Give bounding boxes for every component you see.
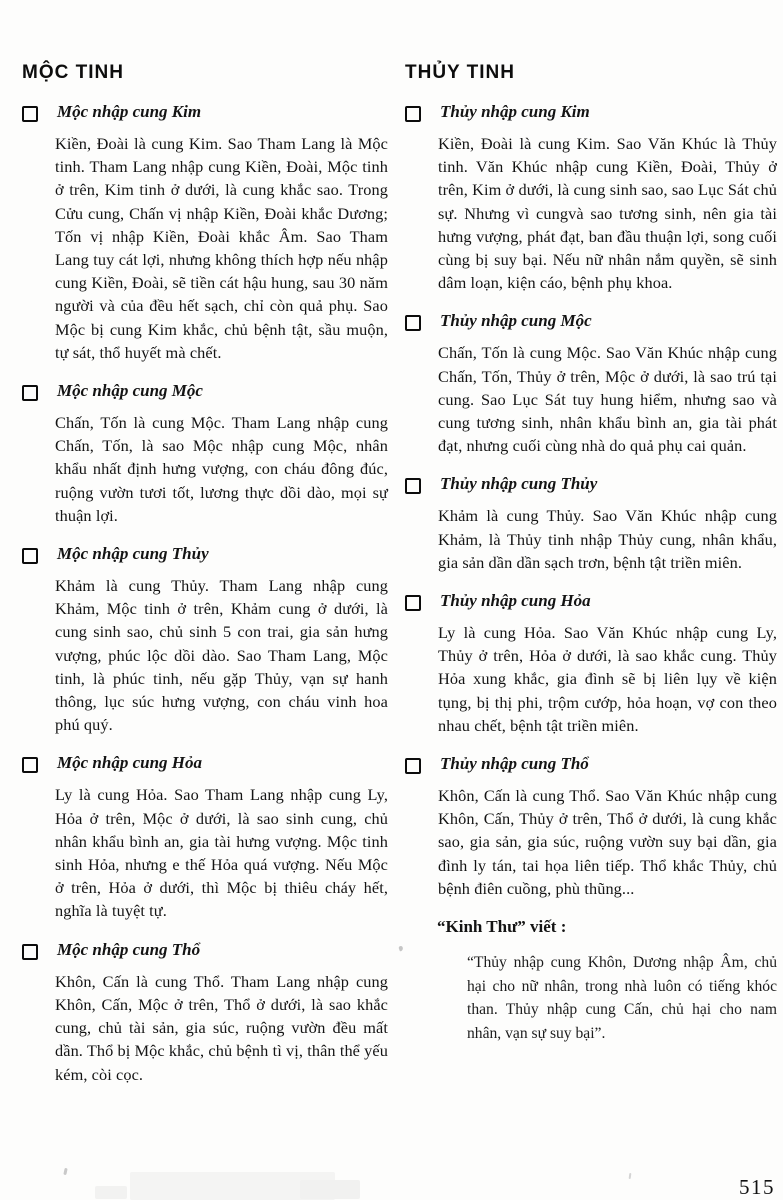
section-body: Chấn, Tốn là cung Mộc. Tham Lang nhập cung Chấn, Tốn, là sao Mộc nhập cung Mộc, nhân khẩu nhất định hưng vượng, con cháu đông đúc, ruộng vườn tươi tốt, lương thực dồi dào, mọi sự thuận lợi. xyxy=(55,413,388,525)
section-title: Thủy nhập cung Thổ xyxy=(440,754,589,774)
section-title: Thủy nhập cung Thủy xyxy=(440,474,598,494)
section-body: Khôn, Cấn là cung Thổ. Sao Văn Khúc nhập cung Khôn, Cấn, Thủy ở trên, Thổ ở dưới, là cung khắc sao, gia sản, gia súc, ruộng vườn suy bại dần, gia đình ly tán, tai họa liên tiếp. Thổ khắc Thủy, chủ bệnh điên cuồng, phù thũng... xyxy=(438,786,777,898)
section-title-row xyxy=(22,753,388,773)
section-thuy-nhap-cung-tho xyxy=(405,754,777,900)
section-title-row xyxy=(405,754,777,774)
section-title-row xyxy=(22,102,388,122)
section-body: Khảm là cung Thủy. Tham Lang nhập cung Khảm, Mộc tinh ở trên, Khảm cung ở dưới, là cung sinh sao, chủ sinh 5 con trai, gia sản hưng vượng, phúc lộc dồi dào. Sao Tham Lang, Mộc tinh, là phúc tinh, nếu gặp Thủy, vạn sự hanh thông, lục súc hưng vượng, con cháu vinh hoa phú quý. xyxy=(55,576,388,735)
scan-artifact xyxy=(95,1186,127,1199)
checkbox-icon xyxy=(405,595,421,611)
section-thuy-nhap-cung-moc xyxy=(405,311,777,457)
column-header-moc-tinh: MỘC TINH xyxy=(22,62,124,83)
checkbox-icon xyxy=(22,106,38,122)
checkbox-icon xyxy=(22,944,38,960)
kinh-thu-quote: “Thủy nhập cung Khôn, Dương nhập Âm, chủ hại cho nữ nhân, trong nhà luôn có tiếng khóc than. Thủy nhập cung Cấn, chủ hại cho nam nhân, vạn sự suy bại”. xyxy=(467,954,777,1042)
section-moc-nhap-cung-thuy xyxy=(22,544,388,736)
section-title-row xyxy=(405,474,777,494)
section-body: Chấn, Tốn là cung Mộc. Sao Văn Khúc nhập cung Chấn, Tốn, Thủy ở trên, Mộc ở dưới, là sao trú tại cung. Sao Lục Sát tuy hung hiểm, nhưng sao và cung tương sinh, nhân khẩu bình an, gia tài phát đạt, nhưng cuối cùng nhà do quả phụ cai quản. xyxy=(438,343,777,456)
section-title: Mộc nhập cung Thủy xyxy=(57,544,209,564)
two-column-layout xyxy=(22,62,777,1103)
section-title-row xyxy=(405,591,777,611)
scan-artifact xyxy=(300,1180,360,1199)
section-title: Thủy nhập cung Hỏa xyxy=(440,591,591,611)
section-title: Mộc nhập cung Kim xyxy=(57,102,202,121)
column-header-thuy-tinh: THỦY TINH xyxy=(405,62,515,83)
scan-artifact xyxy=(63,1168,67,1175)
section-moc-nhap-cung-moc xyxy=(22,381,388,527)
section-body: Khôn, Cấn là cung Thổ. Tham Lang nhập cung Khôn, Cấn, Mộc ở trên, Thổ ở dưới, là sao khắc cung, chủ tài sản, gia súc, ruộng vườn đều mất dần. Thổ bị Mộc khắc, chủ bệnh tì vị, thân thể yếu kém, còi cọc. xyxy=(55,971,388,1084)
section-title: Thủy nhập cung Mộc xyxy=(440,311,592,331)
checkbox-icon xyxy=(22,757,38,773)
checkbox-icon xyxy=(405,106,421,122)
section-title-row xyxy=(22,544,388,564)
column-moc-tinh xyxy=(22,62,388,1103)
checkbox-icon xyxy=(22,385,38,401)
checkbox-icon xyxy=(405,315,421,331)
section-thuy-nhap-cung-thuy xyxy=(405,474,777,574)
section-title: Mộc nhập cung Thổ xyxy=(57,939,201,959)
section-title: Thủy nhập cung Kim xyxy=(440,102,590,121)
section-title: Mộc nhập cung Mộc xyxy=(57,381,203,401)
section-title-row xyxy=(22,381,388,401)
section-moc-nhap-cung-hoa xyxy=(22,753,388,922)
column-thuy-tinh xyxy=(405,62,777,1045)
section-body: Ly là cung Hỏa. Sao Văn Khúc nhập cung Ly, Thủy ở trên, Hỏa ở dưới, là sao khắc cung. Thủy Hỏa xung khắc, gia đình sẽ bị liên lụy về kiện tụng, bị thị phi, trộm cướp, hỏa hoạn, vợ con theo nhau chết, bệnh tật triền miên. xyxy=(438,623,777,735)
kinh-thu-heading: “Kinh Thư” viết : xyxy=(437,917,567,937)
scan-artifact xyxy=(629,1173,632,1179)
checkbox-icon xyxy=(22,548,38,564)
section-title: Mộc nhập cung Hỏa xyxy=(57,753,202,773)
section-title-row xyxy=(405,311,777,331)
section-body: Kiền, Đoài là cung Kim. Sao Tham Lang là Mộc tinh. Tham Lang nhập cung Kiền, Đoài, Mộc tinh ở trên, Kim tinh ở dưới, là cung khắc sao. Trong Cửu cung, Chấn vị nhập Kiền, Đoài khắc Dương; Tốn vị nhập Kiền, Đoài khắc Âm. Sao Tham Lang tuy cát lợi, nhưng không thích hợp nếu nhập cung Kiền, Đoài, sẽ tiền cát hậu hung, sau 30 năm người và của đều hết sạch, chỉ còn quả phụ. Sao Mộc bị cung Kim khắc, chủ bệnh tật, sầu muộn, tự sát, thổ huyết mà chết. xyxy=(55,134,388,362)
section-thuy-nhap-cung-kim xyxy=(405,102,777,294)
section-title-row xyxy=(405,102,777,122)
page-number: 515 xyxy=(739,1175,775,1199)
section-body: Khảm là cung Thủy. Sao Văn Khúc nhập cung Khảm, là Thủy tinh nhập Thủy cung, nhân khẩu, gia sản dần dần sạch trơn, bệnh tật triền miên. xyxy=(438,506,777,572)
section-moc-nhap-cung-kim xyxy=(22,102,388,364)
section-body: Ly là cung Hỏa. Sao Tham Lang nhập cung Ly, Hỏa ở trên, Mộc ở dưới, là sao sinh cung, chủ nhân khẩu bình an, gia tài hưng vượng. Mộc tinh sinh Hỏa, nhưng e thế Hỏa quá vượng. Nếu Mộc ở trên, Hỏa ở dưới, thì Mộc bị thiêu cháy hết, nghĩa là tuyệt tự. xyxy=(55,785,388,921)
section-body: Kiền, Đoài là cung Kim. Sao Văn Khúc là Thủy tinh. Văn Khúc nhập cung Kiền, Đoài, Thủy ở trên, Kim ở dưới, là cung sinh sao, sao Lục Sát chủ sự. Nhưng vì cungvà sao tương sinh, nên gia tài hưng vượng, phát đạt, ban đầu thuận lợi, song cuối cùng bị suy bại. Nếu nữ nhân nắm quyền, sẽ sinh dâm loạn, kiện cáo, bệnh phụ khoa. xyxy=(438,134,777,293)
scan-artifact xyxy=(130,1172,335,1200)
section-moc-nhap-cung-tho xyxy=(22,940,388,1086)
section-title-row xyxy=(22,940,388,960)
checkbox-icon xyxy=(405,478,421,494)
checkbox-icon xyxy=(405,758,421,774)
section-thuy-nhap-cung-hoa xyxy=(405,591,777,737)
